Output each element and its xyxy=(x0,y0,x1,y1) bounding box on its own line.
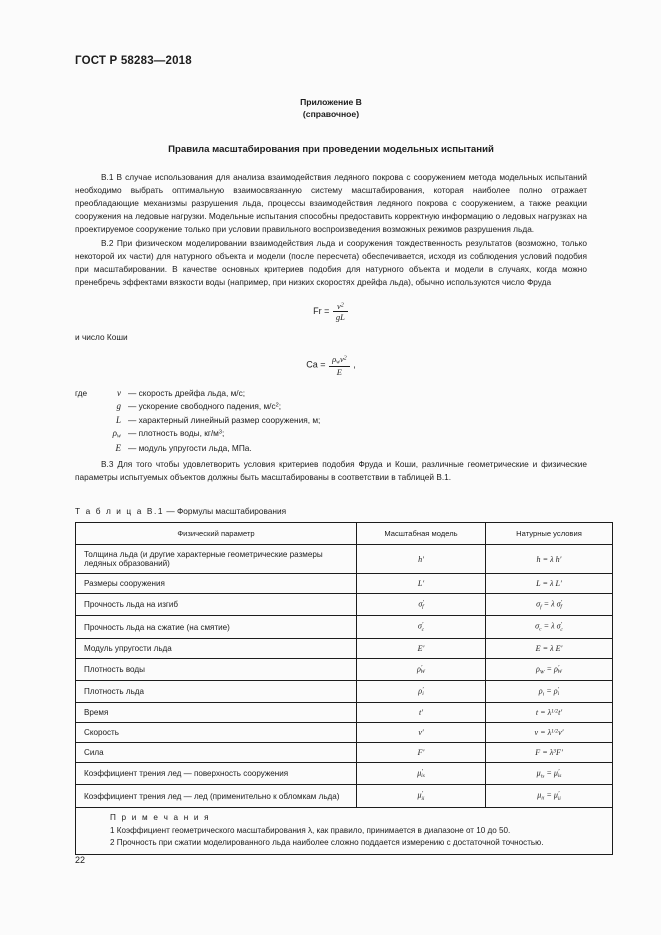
froude-denominator: gL xyxy=(335,311,345,322)
table-row xyxy=(76,703,613,723)
froude-numerator: $v^2$ xyxy=(333,301,348,312)
cell-field: L = λ L′ xyxy=(486,574,613,594)
column-header-model: Масштабная модель xyxy=(357,523,486,545)
cell-model: $\sigma'_c$ xyxy=(357,616,486,638)
where-row xyxy=(75,400,587,414)
annex-heading: Правила масштабирования при проведении модельных испытаний xyxy=(168,144,494,156)
cauchy-denominator: E xyxy=(336,366,342,377)
variable-symbol: L xyxy=(115,414,121,425)
cell-model: t′ xyxy=(357,703,486,723)
cell-field: $\mu_{is} = \mu'_{is}$ xyxy=(486,763,613,785)
document-header: ГОСТ Р 58283—2018 xyxy=(75,55,192,67)
table-row xyxy=(76,680,613,702)
cauchy-equals: = xyxy=(320,359,329,370)
cell-parameter: Размеры сооружения xyxy=(76,574,357,594)
annex-title: Приложение В xyxy=(300,97,362,107)
scaling-formulas-table xyxy=(75,522,613,855)
table-row xyxy=(76,638,613,658)
cell-parameter: Толщина льда (и другие характерные геометрические размеры ледяных образований) xyxy=(76,545,357,574)
cell-field: $\mu_{ii} = \mu'_{ii}$ xyxy=(486,785,613,807)
cell-field: h = λ h′ xyxy=(486,545,613,574)
paragraph-b2: В.2 При физическом моделировании взаимодействия льда и сооружения тождественность результатов (возможно, только некоторой их части) для натурного объекта и модели (после пересчета) обеспечивается, исходя из соблюдения условий подобия при масштабировании. В качестве основных критериев подобия для натурного объекта и модели в случаях, когда можно пренебречь эффектами вязкости воды (например, при низких скоростях дрейфа льда), обычно используются число Фруда xyxy=(75,238,587,288)
table-row xyxy=(76,594,613,616)
cell-model: E′ xyxy=(357,638,486,658)
column-header-field: Натурные условия xyxy=(486,523,613,545)
cell-parameter: Время xyxy=(76,703,357,723)
cell-parameter: Плотность льда xyxy=(76,680,357,702)
table-notes xyxy=(76,807,613,854)
cell-model: $\mu'_{ii}$ xyxy=(357,785,486,807)
variable-definition: — плотность воды, $кг/м^3$; xyxy=(128,428,225,439)
cell-model: $\rho'_i$ xyxy=(357,680,486,702)
where-label: где xyxy=(75,387,88,398)
cauchy-numerator: $\rho_wv^2$ xyxy=(329,354,350,367)
variable-symbol: E xyxy=(115,442,121,453)
cell-field: E = λ E′ xyxy=(486,638,613,658)
variable-definition: — характерный линейный размер сооружения, м; xyxy=(128,414,321,425)
cell-model: v′ xyxy=(357,723,486,743)
froude-equals: = xyxy=(324,305,332,316)
paragraph-b1: В.1 В случае использования для анализа взаимодействия ледяного покрова с сооружением метода модельных испытаний необходимо выбрать оптимальную взаимосвязанную систему масштабирования, которая наиболее полно отражает преобладающие механизмы разрушения льда, процессы взаимодействия ледяного покрова с сооружением, а также реакции сооружения на ледовые нагрузки. Модельные испытания способны предоставить корректную информацию о ледовых нагрузках на проектируемое сооружение только при условии правильного воспроизведения возможных режимов разрушения льда. xyxy=(75,172,587,234)
table-row xyxy=(76,785,613,807)
cell-parameter: Коэффициент трения лед — поверхность сооружения xyxy=(76,763,357,785)
where-row xyxy=(75,414,587,428)
table-row xyxy=(76,723,613,743)
table-head xyxy=(76,523,613,545)
cell-model: F′ xyxy=(357,743,486,763)
table-row xyxy=(76,574,613,594)
note-item: 1 Коэффициент геометрического масштабирования λ, как правило, принимается в диапазоне от 10 до 50. xyxy=(110,825,511,835)
cell-parameter: Модуль упругости льда xyxy=(76,638,357,658)
cauchy-comma: , xyxy=(353,359,356,370)
paragraph-b3: В.3 Для того чтобы удовлетворить условия критериев подобия Фруда и Коши, различные геометрические и физические параметры испытуемых объектов должны быть масштабированы в соответствии в таблицей В.1. xyxy=(75,459,587,483)
table-header-row xyxy=(76,523,613,545)
table-body xyxy=(76,545,613,855)
column-header-parameter: Физический параметр xyxy=(76,523,357,545)
formula-cauchy xyxy=(75,354,587,377)
cell-model: $\rho'_W$ xyxy=(357,658,486,680)
table-caption-label: Т а б л и ц а В.1 xyxy=(75,506,165,517)
notes-title: П р и м е ч а н и я xyxy=(110,812,211,822)
formula-froude xyxy=(75,301,587,322)
froude-lhs: Fr xyxy=(313,305,322,316)
variable-definitions xyxy=(75,387,587,456)
annex-subtitle: (справочное) xyxy=(302,108,360,119)
table-row xyxy=(76,743,613,763)
cauchy-fraction xyxy=(329,354,350,377)
cell-field: $\rho_W = \rho'_W$ xyxy=(486,658,613,680)
cell-field: $\sigma_c = \lambda$ $\sigma'_c$ xyxy=(486,616,613,638)
table-caption xyxy=(75,506,587,516)
variable-definition: — ускорение свободного падения, $м/с^2$; xyxy=(128,401,282,412)
froude-fraction xyxy=(333,301,348,322)
table-caption-text: Формулы масштабирования xyxy=(177,506,287,517)
table-row xyxy=(76,616,613,638)
cell-parameter: Сила xyxy=(76,743,357,763)
cell-field: $\rho_i = \rho'_i$ xyxy=(486,680,613,702)
note-item: 2 Прочность при сжатии моделированного льда наиболее сложно поддается измерению с достаточной точностью. xyxy=(110,837,544,847)
cell-field: $F = \lambda^3F'$ xyxy=(486,743,613,763)
table-row xyxy=(76,658,613,680)
table-row xyxy=(76,763,613,785)
cauchy-lhs: Ca xyxy=(306,359,318,370)
table-caption-dash: — xyxy=(164,506,177,517)
where-row xyxy=(75,387,587,401)
cell-parameter: Коэффициент трения лед — лед (применительно к обломкам льда) xyxy=(76,785,357,807)
variable-definition: — модуль упругости льда, МПа. xyxy=(128,442,252,453)
cell-model: $\mu'_{is}$ xyxy=(357,763,486,785)
variable-symbol: v xyxy=(117,387,121,398)
cell-field: $v = \lambda^{1/2}v'$ xyxy=(486,723,613,743)
page-content xyxy=(75,55,587,855)
cell-model: h′ xyxy=(357,545,486,574)
cell-parameter: Прочность льда на изгиб xyxy=(76,594,357,616)
cell-field: $\sigma_f = \lambda$ $\sigma'_f$ xyxy=(486,594,613,616)
variable-symbol: $\rho_w$ xyxy=(112,428,121,440)
where-row xyxy=(75,442,587,456)
cell-parameter: Скорость xyxy=(76,723,357,743)
where-row xyxy=(75,427,587,442)
cell-parameter: Плотность воды xyxy=(76,658,357,680)
variable-symbol: g xyxy=(116,401,121,412)
cell-model: $\sigma'_f$ xyxy=(357,594,486,616)
cauchy-intro: и число Коши xyxy=(75,331,128,342)
table-row xyxy=(76,545,613,574)
cell-parameter: Прочность льда на сжатие (на смятие) xyxy=(76,616,357,638)
cell-field: $t = \lambda^{1/2}t'$ xyxy=(486,703,613,723)
page-number: 22 xyxy=(75,855,86,865)
cell-model: L′ xyxy=(357,574,486,594)
variable-definition: — скорость дрейфа льда, м/с; xyxy=(128,387,246,398)
table-notes-row xyxy=(76,807,613,854)
